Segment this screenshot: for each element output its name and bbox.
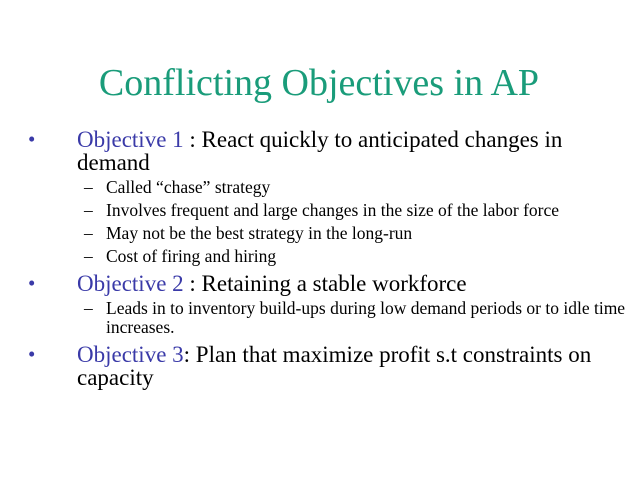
sub-bullet-text: Involves frequent and large changes in the size of the labor force (106, 200, 560, 220)
bullet-icon: • (28, 342, 36, 366)
sub-bullet (26, 299, 626, 337)
bullet-objective-3 (26, 343, 626, 389)
dash-icon: – (84, 246, 93, 266)
sub-bullet (26, 178, 626, 197)
sub-bullet-text: Cost of firing and hiring (106, 246, 277, 266)
dash-icon: – (84, 177, 93, 197)
objective-label: Objective 1 (77, 127, 184, 152)
objective-text: : Plan that maximize profit s.t constraints on capacity (77, 342, 592, 390)
sub-bullet-text: May not be the best strategy in the long-run (106, 223, 413, 243)
objective-text: : React quickly to anticipated changes in demand (77, 127, 563, 175)
dash-icon: – (84, 223, 93, 243)
bullet-icon: • (28, 127, 36, 151)
sub-bullet (26, 247, 626, 266)
sub-bullet-text: Called “chase” strategy (106, 177, 271, 197)
objective-label: Objective 2 (77, 271, 184, 296)
bullet-objective-1 (26, 128, 626, 174)
sub-bullet (26, 201, 626, 220)
dash-icon: – (84, 298, 93, 318)
bullet-objective-2 (26, 272, 626, 295)
sub-bullet-text: Leads in to inventory build-ups during low demand periods or to idle time increases. (106, 298, 626, 337)
dash-icon: – (84, 200, 93, 220)
bullet-list (26, 128, 626, 389)
bullet-icon: • (28, 271, 36, 295)
objective-label: Objective 3 (77, 342, 184, 367)
slide-title: Conflicting Objectives in AP (98, 62, 540, 104)
sub-bullet (26, 224, 626, 243)
objective-text: : Retaining a stable workforce (183, 271, 467, 296)
